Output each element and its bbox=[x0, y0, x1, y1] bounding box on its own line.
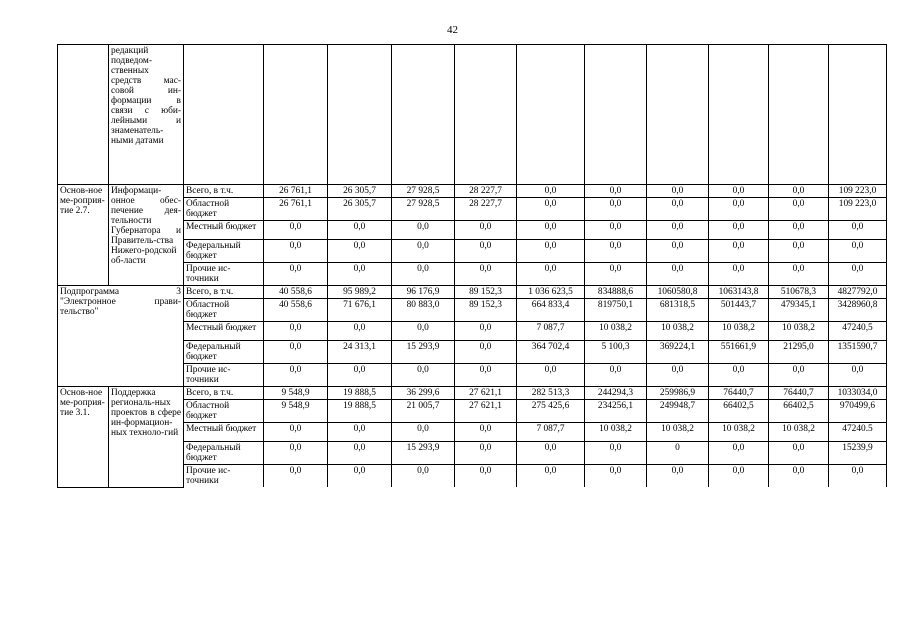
year-value: 10 038,2 bbox=[585, 423, 647, 442]
year-value: 0,0 bbox=[392, 423, 455, 442]
year-value: 36 299,6 bbox=[392, 387, 455, 400]
year-value: 1060580,8 bbox=[647, 286, 709, 299]
year-value: 0,0 bbox=[585, 263, 647, 286]
year-value: 95 989,2 bbox=[328, 286, 392, 299]
year-value: 0,0 bbox=[709, 442, 769, 465]
year-value: 0,0 bbox=[585, 465, 647, 488]
year-value: 0,0 bbox=[264, 423, 328, 442]
year-value: 19 888,5 bbox=[328, 400, 392, 423]
year-value: 0,0 bbox=[647, 185, 709, 198]
year-value: 0,0 bbox=[517, 263, 585, 286]
total-value: 47240.5 bbox=[829, 423, 887, 442]
measure-name: Информаци-онное обес-печение дея-тельности Губернатора и Правитель-ства Нижего-родской об-ласти bbox=[109, 185, 184, 286]
year-value: 0,0 bbox=[392, 240, 455, 263]
table-row bbox=[58, 387, 887, 400]
year-value: 66402,5 bbox=[709, 400, 769, 423]
year-value: 10 038,2 bbox=[769, 322, 829, 341]
measure-name: редакций подведом-ственных средств мас-совой ин-формации в связи с юби-лейными и знаменатель-ными датами bbox=[109, 45, 184, 185]
page-number: 42 bbox=[447, 24, 458, 36]
year-value: 0,0 bbox=[585, 442, 647, 465]
year-value: 0,0 bbox=[585, 198, 647, 221]
total-value: 4827792,0 bbox=[829, 286, 887, 299]
total-value: 15239,9 bbox=[829, 442, 887, 465]
funding-source: Прочие ис-точники bbox=[184, 263, 264, 286]
year-value: 0,0 bbox=[264, 240, 328, 263]
year-value: 510678,3 bbox=[769, 286, 829, 299]
year-value: 0,0 bbox=[517, 442, 585, 465]
year-value: 0,0 bbox=[264, 465, 328, 488]
total-value: 0,0 bbox=[829, 221, 887, 240]
year-value: 0,0 bbox=[455, 240, 517, 263]
year-value: 26 761,1 bbox=[264, 198, 328, 221]
year-value: 819750,1 bbox=[585, 299, 647, 322]
year-value: 0,0 bbox=[328, 364, 392, 387]
measure-number: Основ-ное ме-роприя-тие 2.7. bbox=[58, 185, 109, 286]
year-value: 0,0 bbox=[709, 263, 769, 286]
year-value: 40 558,6 bbox=[264, 299, 328, 322]
year-value: 1 036 623,5 bbox=[517, 286, 585, 299]
year-value: 0,0 bbox=[647, 240, 709, 263]
funding-source: Федеральный бюджет bbox=[184, 341, 264, 364]
year-value: 0,0 bbox=[455, 442, 517, 465]
year-value: 0,0 bbox=[328, 263, 392, 286]
funding-source: Всего, в т.ч. bbox=[184, 387, 264, 400]
year-value: 27 621,1 bbox=[455, 387, 517, 400]
year-value: 7 087,7 bbox=[517, 322, 585, 341]
total-value: 0,0 bbox=[829, 364, 887, 387]
year-value: 0,0 bbox=[647, 465, 709, 488]
year-value: 76440,7 bbox=[769, 387, 829, 400]
year-value: 0,0 bbox=[585, 185, 647, 198]
year-value: 0,0 bbox=[769, 442, 829, 465]
table-row bbox=[58, 185, 887, 198]
year-value: 0,0 bbox=[392, 263, 455, 286]
year-value: 0,0 bbox=[709, 198, 769, 221]
funding-source: Прочие ис-точники bbox=[184, 364, 264, 387]
measure-number: Основ-ное ме-роприя-тие 3.1. bbox=[58, 387, 109, 488]
year-value: 21 005,7 bbox=[392, 400, 455, 423]
year-value: 479345,1 bbox=[769, 299, 829, 322]
total-value: 970499,6 bbox=[829, 400, 887, 423]
year-value: 834888,6 bbox=[585, 286, 647, 299]
year-value: 0,0 bbox=[264, 364, 328, 387]
year-value: 501443,7 bbox=[709, 299, 769, 322]
continuation-row bbox=[58, 45, 887, 185]
year-value: 234256,1 bbox=[585, 400, 647, 423]
year-value: 10 038,2 bbox=[709, 322, 769, 341]
year-value: 0,0 bbox=[517, 198, 585, 221]
year-value: 0,0 bbox=[328, 240, 392, 263]
year-value: 40 558,6 bbox=[264, 286, 328, 299]
year-value: 0,0 bbox=[392, 364, 455, 387]
year-value: 0,0 bbox=[517, 364, 585, 387]
year-value: 0,0 bbox=[264, 442, 328, 465]
year-value: 0,0 bbox=[264, 263, 328, 286]
year-value: 19 888,5 bbox=[328, 387, 392, 400]
year-value: 0,0 bbox=[517, 185, 585, 198]
year-value: 10 038,2 bbox=[647, 322, 709, 341]
year-value: 9 548,9 bbox=[264, 387, 328, 400]
year-value: 0,0 bbox=[769, 185, 829, 198]
year-value: 89 152,3 bbox=[455, 299, 517, 322]
funding-source: Всего, в т.ч. bbox=[184, 185, 264, 198]
total-value: 1351590,7 bbox=[829, 341, 887, 364]
source-cell bbox=[184, 45, 264, 185]
funding-source: Областной бюджет bbox=[184, 299, 264, 322]
year-value: 364 702,4 bbox=[517, 341, 585, 364]
year-value: 10 038,2 bbox=[709, 423, 769, 442]
year-value: 28 227,7 bbox=[455, 198, 517, 221]
year-value: 7 087,7 bbox=[517, 423, 585, 442]
year-value: 0,0 bbox=[392, 322, 455, 341]
funding-source: Прочие ис-точники bbox=[184, 465, 264, 488]
year-value: 681318,5 bbox=[647, 299, 709, 322]
year-value: 0,0 bbox=[769, 465, 829, 488]
funding-source: Федеральный бюджет bbox=[184, 442, 264, 465]
year-value: 76440,7 bbox=[709, 387, 769, 400]
year-value: 21295,0 bbox=[769, 341, 829, 364]
funding-source: Федеральный бюджет bbox=[184, 240, 264, 263]
year-value: 0,0 bbox=[455, 322, 517, 341]
year-value: 0,0 bbox=[328, 221, 392, 240]
year-value: 244294,3 bbox=[585, 387, 647, 400]
year-value: 0,0 bbox=[769, 263, 829, 286]
year-value: 0,0 bbox=[328, 442, 392, 465]
year-value: 0,0 bbox=[517, 465, 585, 488]
year-value: 27 621,1 bbox=[455, 400, 517, 423]
total-value: 3428960,8 bbox=[829, 299, 887, 322]
year-value: 1063143,8 bbox=[709, 286, 769, 299]
year-value: 0,0 bbox=[328, 465, 392, 488]
year-value: 0,0 bbox=[517, 221, 585, 240]
year-value: 0,0 bbox=[392, 465, 455, 488]
year-value: 0,0 bbox=[455, 221, 517, 240]
year-value: 0,0 bbox=[455, 341, 517, 364]
year-value: 0,0 bbox=[647, 364, 709, 387]
year-value: 0,0 bbox=[709, 185, 769, 198]
year-value: 282 513,3 bbox=[517, 387, 585, 400]
year-value: 0,0 bbox=[647, 198, 709, 221]
year-value: 26 305,7 bbox=[328, 185, 392, 198]
funding-source: Областной бюджет bbox=[184, 400, 264, 423]
year-value: 0,0 bbox=[647, 263, 709, 286]
year-value: 0,0 bbox=[709, 364, 769, 387]
year-value: 0,0 bbox=[264, 341, 328, 364]
year-value: 26 761,1 bbox=[264, 185, 328, 198]
year-value: 27 928,5 bbox=[392, 198, 455, 221]
year-value: 15 293,9 bbox=[392, 341, 455, 364]
year-value: 0,0 bbox=[709, 221, 769, 240]
year-value: 0,0 bbox=[769, 198, 829, 221]
year-value: 0,0 bbox=[769, 221, 829, 240]
year-value: 66402,5 bbox=[769, 400, 829, 423]
year-value: 0,0 bbox=[585, 364, 647, 387]
year-value: 0,0 bbox=[392, 221, 455, 240]
year-value: 0,0 bbox=[709, 465, 769, 488]
year-value: 0,0 bbox=[709, 240, 769, 263]
year-value: 0,0 bbox=[264, 221, 328, 240]
year-value: 71 676,1 bbox=[328, 299, 392, 322]
year-value: 551661,9 bbox=[709, 341, 769, 364]
item-cell bbox=[58, 45, 109, 185]
year-value: 0,0 bbox=[455, 364, 517, 387]
funding-source: Местный бюджет bbox=[184, 322, 264, 341]
total-value: 109 223,0 bbox=[829, 198, 887, 221]
year-value: 89 152,3 bbox=[455, 286, 517, 299]
year-value: 369224,1 bbox=[647, 341, 709, 364]
year-value: 10 038,2 bbox=[647, 423, 709, 442]
funding-source: Местный бюджет bbox=[184, 423, 264, 442]
year-value: 15 293,9 bbox=[392, 442, 455, 465]
budget-table bbox=[57, 44, 887, 488]
year-value: 24 313,1 bbox=[328, 341, 392, 364]
year-value: 9 548,9 bbox=[264, 400, 328, 423]
year-value: 0,0 bbox=[455, 465, 517, 488]
year-value: 0,0 bbox=[769, 364, 829, 387]
year-value: 5 100,3 bbox=[585, 341, 647, 364]
funding-source: Местный бюджет bbox=[184, 221, 264, 240]
year-value: 0,0 bbox=[328, 322, 392, 341]
total-value: 0,0 bbox=[829, 263, 887, 286]
year-value: 275 425,6 bbox=[517, 400, 585, 423]
table-row bbox=[58, 286, 887, 299]
year-value: 27 928,5 bbox=[392, 185, 455, 198]
year-value: 259986,9 bbox=[647, 387, 709, 400]
year-value: 664 833,4 bbox=[517, 299, 585, 322]
year-value: 249948,7 bbox=[647, 400, 709, 423]
year-value: 80 883,0 bbox=[392, 299, 455, 322]
total-value: 47240,5 bbox=[829, 322, 887, 341]
year-value: 26 305,7 bbox=[328, 198, 392, 221]
total-value: 0,0 bbox=[829, 240, 887, 263]
total-value: 1033034,0 bbox=[829, 387, 887, 400]
year-value: 96 176,9 bbox=[392, 286, 455, 299]
year-value: 0,0 bbox=[769, 240, 829, 263]
year-value: 0,0 bbox=[585, 240, 647, 263]
funding-source: Всего, в т.ч. bbox=[184, 286, 264, 299]
funding-source: Областной бюджет bbox=[184, 198, 264, 221]
year-value: 28 227,7 bbox=[455, 185, 517, 198]
year-value: 0,0 bbox=[328, 423, 392, 442]
year-value: 10 038,2 bbox=[585, 322, 647, 341]
total-value: 0,0 bbox=[829, 465, 887, 488]
year-value: 0,0 bbox=[455, 263, 517, 286]
total-value: 109 223,0 bbox=[829, 185, 887, 198]
year-value: 0,0 bbox=[517, 240, 585, 263]
year-value: 10 038,2 bbox=[769, 423, 829, 442]
year-value: 0,0 bbox=[585, 221, 647, 240]
year-value: 0,0 bbox=[647, 221, 709, 240]
year-value: 0 bbox=[647, 442, 709, 465]
year-value: 0,0 bbox=[264, 322, 328, 341]
year-value: 0,0 bbox=[455, 423, 517, 442]
measure-name: Поддержка региональ-ных проектов в сфере ин-формацион-ных техноло-гий bbox=[109, 387, 184, 488]
subprogram-title: Подпрограмма 3 "Электронное прави-тельство" bbox=[58, 286, 184, 387]
